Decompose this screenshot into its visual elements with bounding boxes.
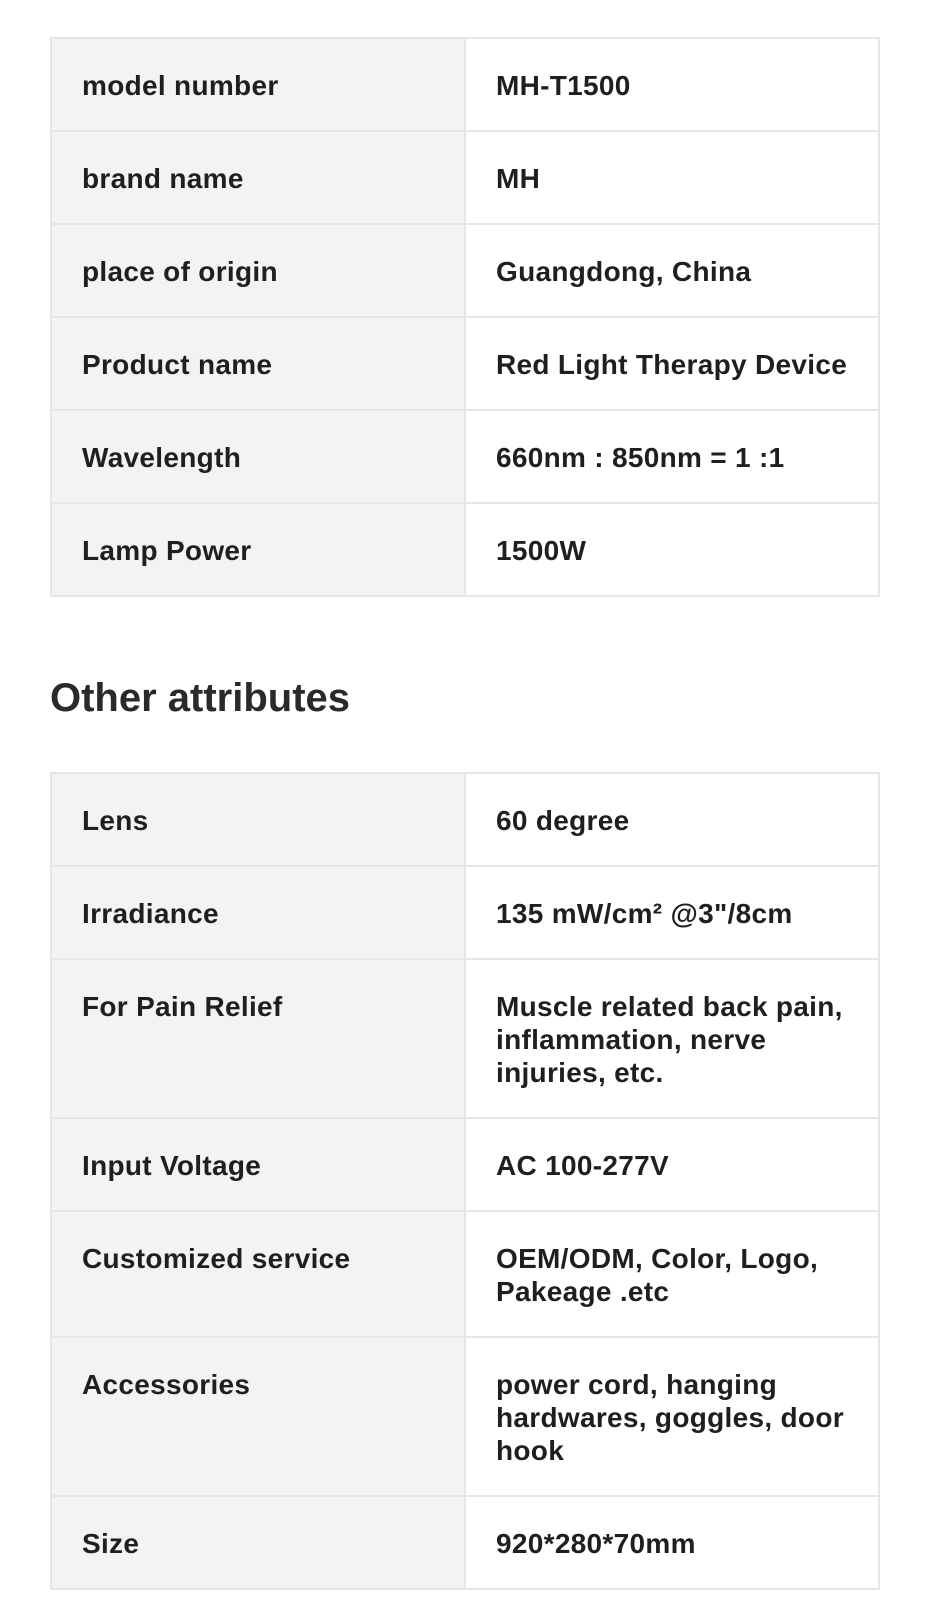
attribute-key: Lens	[51, 773, 465, 866]
attribute-key: Wavelength	[51, 410, 465, 503]
attribute-key: For Pain Relief	[51, 959, 465, 1118]
attribute-value: Guangdong, China	[465, 224, 879, 317]
attribute-key: Accessories	[51, 1337, 465, 1496]
table-row	[51, 1118, 879, 1211]
attribute-key: place of origin	[51, 224, 465, 317]
table-row	[51, 773, 879, 866]
attribute-key: Product name	[51, 317, 465, 410]
attribute-value: power cord, hanging hardwares, goggles, door hook	[465, 1337, 879, 1496]
table-row	[51, 1496, 879, 1589]
table-row	[51, 38, 879, 131]
attribute-value: OEM/ODM, Color, Logo, Pakeage .etc	[465, 1211, 879, 1337]
attribute-key: Size	[51, 1496, 465, 1589]
attribute-value: 920*280*70mm	[465, 1496, 879, 1589]
attribute-value: Muscle related back pain, inflammation, nerve injuries, etc.	[465, 959, 879, 1118]
attribute-key: Irradiance	[51, 866, 465, 959]
attribute-value: MH	[465, 131, 879, 224]
attribute-key: brand name	[51, 131, 465, 224]
table-row	[51, 317, 879, 410]
attribute-value: 660nm : 850nm = 1 :1	[465, 410, 879, 503]
table-row	[51, 866, 879, 959]
table-row	[51, 1337, 879, 1496]
table-row	[51, 410, 879, 503]
section-title-other-attributes: Other attributes	[50, 676, 351, 720]
attribute-value: Red Light Therapy Device	[465, 317, 879, 410]
attribute-key: Lamp Power	[51, 503, 465, 596]
table-row	[51, 503, 879, 596]
attribute-key: Input Voltage	[51, 1118, 465, 1211]
attribute-value: 60 degree	[465, 773, 879, 866]
attribute-value: AC 100-277V	[465, 1118, 879, 1211]
attribute-key: Customized service	[51, 1211, 465, 1337]
table-row	[51, 224, 879, 317]
attribute-value: 135 mW/cm² @3"/8cm	[465, 866, 879, 959]
other-attributes-table	[50, 772, 880, 1590]
table-row	[51, 131, 879, 224]
attribute-value: MH-T1500	[465, 38, 879, 131]
table-row	[51, 959, 879, 1118]
main-attributes-table	[50, 37, 880, 597]
table-row	[51, 1211, 879, 1337]
attribute-key: model number	[51, 38, 465, 131]
attribute-value: 1500W	[465, 503, 879, 596]
